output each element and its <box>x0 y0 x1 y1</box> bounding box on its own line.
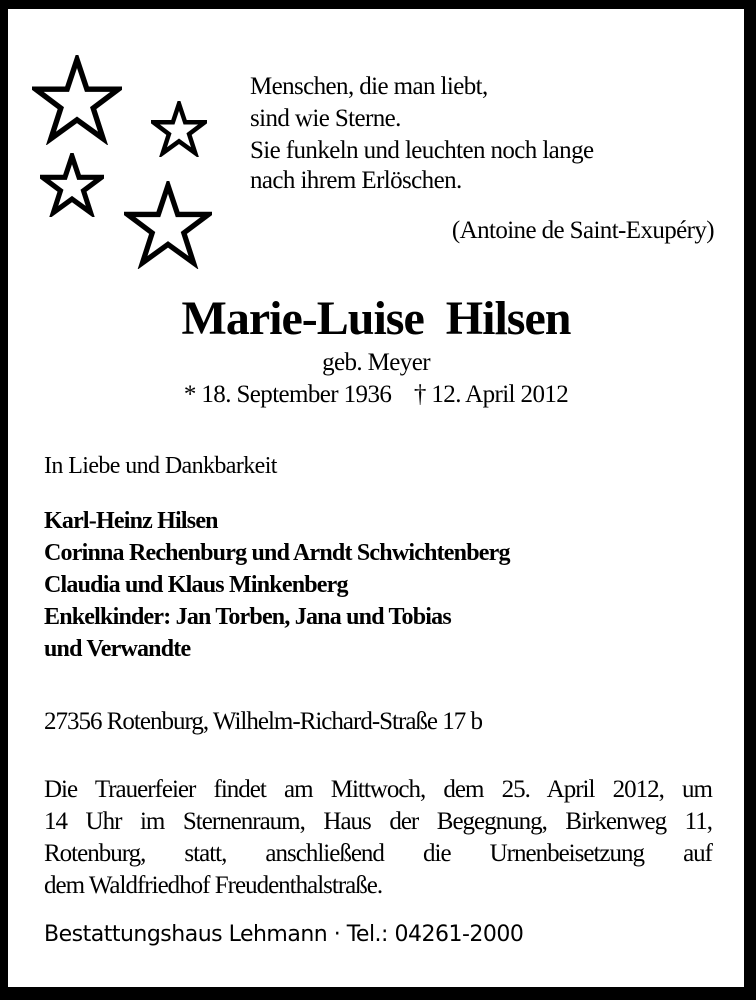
quote-author: (Antoine de Saint-Exupéry) <box>451 217 714 244</box>
ceremony-line: 14 Uhr im Sternenraum, Haus der Begegnung, Birkenweg 11, <box>44 808 712 835</box>
birth-name: geb. Meyer <box>322 349 430 376</box>
quote-line: Sie funkeln und leuchten noch lange <box>250 137 594 164</box>
quote-line: nach ihrem Erlöschen. <box>250 167 462 194</box>
life-dates: * 18. September 1936 † 12. April 2012 <box>183 381 569 408</box>
ceremony-line: Rotenburg, statt, anschließend die Urnenbeisetzung auf <box>44 840 712 867</box>
mourner: Corinna Rechenburg und Arndt Schwichtenberg <box>44 540 510 566</box>
star-icon <box>40 153 104 217</box>
mourner: Enkelkinder: Jan Torben, Jana und Tobias <box>44 604 451 630</box>
ceremony-line: Die Trauerfeier findet am Mittwoch, dem 25. April 2012, um <box>44 776 712 803</box>
mourner: und Verwandte <box>44 636 191 662</box>
funeral-home-contact: Bestattungshaus Lehmann · Tel.: 04261-2000 <box>44 922 524 947</box>
mourner: Karl-Heinz Hilsen <box>44 508 218 534</box>
obituary-notice <box>8 9 744 987</box>
deceased-name: Marie-Luise Hilsen <box>181 292 571 345</box>
star-icon <box>151 101 207 157</box>
quote-line: Menschen, die man liebt, <box>250 73 488 100</box>
ceremony-line: dem Waldfriedhof Freudenthalstraße. <box>44 872 383 899</box>
mourner: Claudia und Klaus Minkenberg <box>44 572 348 598</box>
star-icon <box>124 181 212 269</box>
quote-line: sind wie Sterne. <box>250 105 401 132</box>
dedication: In Liebe und Dankbarkeit <box>44 453 277 479</box>
star-icon <box>32 55 122 145</box>
address: 27356 Rotenburg, Wilhelm-Richard-Straße 17 b <box>44 708 483 735</box>
